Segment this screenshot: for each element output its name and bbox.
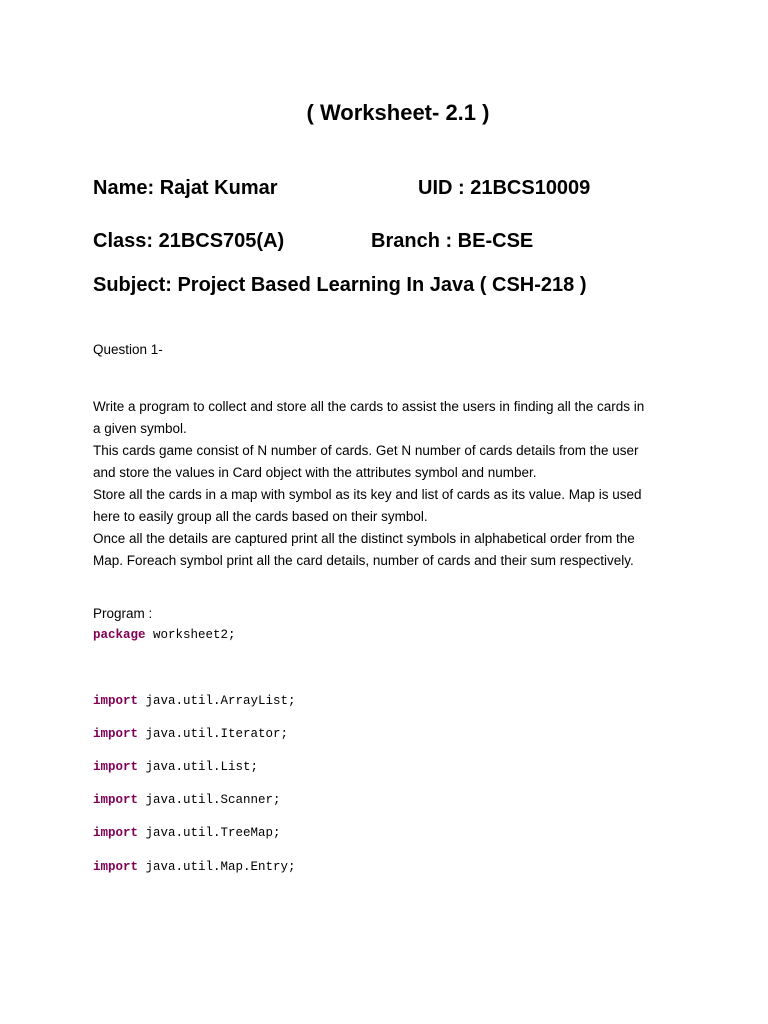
code-keyword: import xyxy=(93,694,139,708)
code-text: worksheet2; xyxy=(145,628,236,642)
student-uid: UID : 21BCS10009 xyxy=(418,177,591,199)
subject-line: Subject: Project Based Learning In Java ( CSH-218 ) xyxy=(93,274,587,296)
code-import-line xyxy=(93,793,281,807)
question-heading: Question 1- xyxy=(93,342,163,357)
code-keyword: import xyxy=(93,793,139,807)
code-keyword: import xyxy=(93,826,139,840)
code-import-line xyxy=(93,760,258,774)
code-keyword: import xyxy=(93,727,139,741)
question-line: This cards game consist of N number of cards. Get N number of cards details from the user xyxy=(93,443,639,458)
code-text: java.util.List; xyxy=(138,760,259,774)
program-label: Program : xyxy=(93,606,153,621)
question-text xyxy=(93,396,683,572)
question-line: and store the values in Card object with the attributes symbol and number. xyxy=(93,465,537,480)
code-import-line xyxy=(93,694,296,708)
code-keyword: package xyxy=(93,628,146,642)
code-text: java.util.ArrayList; xyxy=(138,694,296,708)
code-keyword: import xyxy=(93,860,139,874)
question-line: a given symbol. xyxy=(93,421,187,436)
worksheet-title: ( Worksheet- 2.1 ) xyxy=(306,100,490,125)
student-class: Class: 21BCS705(A) xyxy=(93,230,285,252)
student-name: Name: Rajat Kumar xyxy=(93,177,278,199)
code-text: java.util.Map.Entry; xyxy=(138,860,296,874)
question-line: Write a program to collect and store all the cards to assist the users in finding all the cards in xyxy=(93,399,645,414)
question-line: Once all the details are captured print all the distinct symbols in alphabetical order from the xyxy=(93,531,635,546)
code-import-line xyxy=(93,860,296,874)
question-line: Map. Foreach symbol print all the card details, number of cards and their sum respectively. xyxy=(93,553,634,568)
code-package-line xyxy=(93,628,236,642)
code-text: java.util.Scanner; xyxy=(138,793,281,807)
code-import-line xyxy=(93,727,288,741)
student-branch: Branch : BE-CSE xyxy=(371,230,534,252)
question-line: here to easily group all the cards based on their symbol. xyxy=(93,509,428,524)
code-text: java.util.Iterator; xyxy=(138,727,289,741)
question-line: Store all the cards in a map with symbol as its key and list of cards as its value. Map is used xyxy=(93,487,642,502)
code-import-line xyxy=(93,826,281,840)
code-text: java.util.TreeMap; xyxy=(138,826,281,840)
code-keyword: import xyxy=(93,760,139,774)
